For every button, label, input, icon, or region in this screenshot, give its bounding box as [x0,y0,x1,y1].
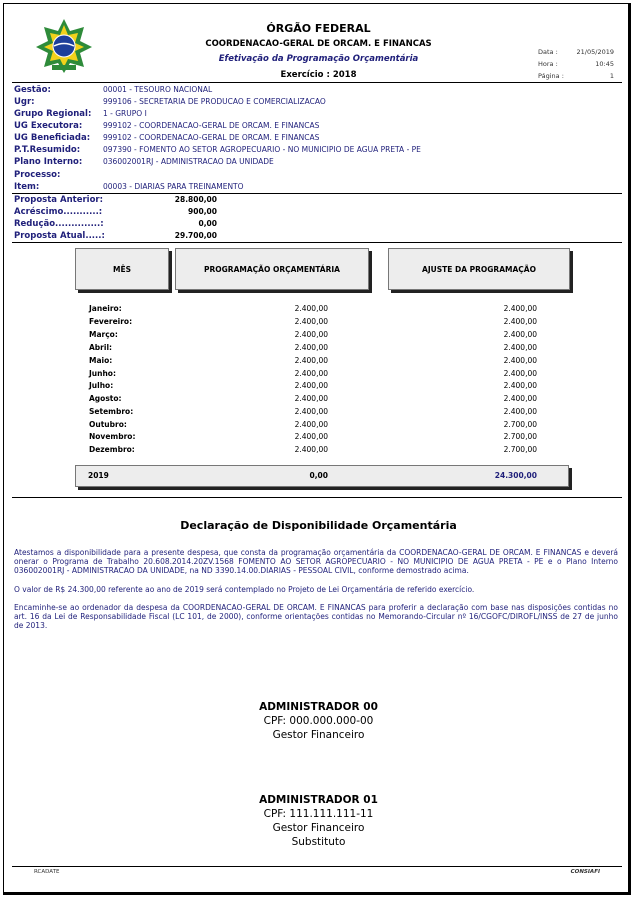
signer-name: ADMINISTRADOR 01 [259,794,378,806]
table-row [0,304,637,316]
info-value: 999102 - COORDENACAO-GERAL DE ORCAM. E FINANCAS [103,133,320,142]
info-label: UG Executora: [14,121,83,131]
info-label: Plano Interno: [14,157,83,167]
table-row [0,343,637,355]
divider [12,193,622,194]
ajuste-value: 2.400,00 [503,304,537,313]
col-header-ajuste [388,248,570,290]
total-prog: 0,00 [309,471,328,480]
declaration-paragraph: Encaminhe-se ao ordenador da despesa da COORDENACAO-GERAL DE ORCAM. E FINANCAS para proferir a declaração com base nas disposições contidas no art. 16 da Lei de Responsabilidade Fiscal (LC 101, de 2000), conforme orientações contidas no Memorando-Circular nº 16/CGOFC/DIROFL/INSS de 27 de junho de 2013. [14,603,618,630]
subtitle: Efetivação da Programação Orçamentária [218,54,419,64]
footer-right: CONSIAFI [570,869,600,875]
prog-value: 2.400,00 [294,343,328,352]
exercicio: Exercício : 2018 [280,70,357,80]
signer-extra: Substituto [291,836,346,848]
table-row [0,432,637,444]
footer-left: RCADATE [34,869,60,875]
signer-cpf: CPF: 000.000.000-00 [263,715,374,727]
total-label: Proposta Anterior: [14,195,103,205]
info-value: 999106 - SECRETARIA DE PRODUCAO E COMERCIALIZACAO [103,97,326,106]
col-header-programacao [175,248,369,290]
signer-cpf: CPF: 111.111.111-11 [263,808,374,820]
month-name: Janeiro: [89,304,122,313]
declaration-paragraph: O valor de R$ 24.300,00 referente ao ano de 2019 será contemplado no Projeto de Lei Orçamentária de referido exercício. [14,585,475,594]
total-ajuste: 24.300,00 [494,471,537,480]
month-name: Fevereiro: [89,317,133,326]
col-header-label: AJUSTE DA PROGRAMAÇÃO [422,264,536,274]
date-value: 21/05/2019 [576,48,614,56]
coord-title: COORDENACAO-GERAL DE ORCAM. E FINANCAS [205,39,432,49]
prog-value: 2.400,00 [294,381,328,390]
table-row [0,445,637,457]
month-name: Maio: [89,356,113,365]
info-label: UG Beneficiada: [14,133,91,143]
col-header-mes [75,248,169,290]
page-value: 1 [609,72,614,80]
ajuste-value: 2.400,00 [503,369,537,378]
ajuste-value: 2.400,00 [503,394,537,403]
total-label: Redução..............: [14,219,104,229]
prog-value: 2.400,00 [294,369,328,378]
total-year: 2019 [88,471,109,480]
total-value: 0,00 [198,219,217,228]
ajuste-value: 2.400,00 [503,356,537,365]
info-label: Processo: [14,170,61,180]
prog-value: 2.400,00 [294,445,328,454]
prog-value: 2.400,00 [294,330,328,339]
info-value: 097390 - FOMENTO AO SETOR AGROPECUARIO - NO MUNICIPIO DE AGUA PRETA - PE [103,145,421,154]
signature-block [0,793,637,849]
table-row [0,356,637,368]
ajuste-value: 2.400,00 [503,407,537,416]
total-label: Proposta Atual.....: [14,231,105,241]
time-value: 10:45 [595,60,614,68]
declaration-paragraph: Atestamos a disponibilidade para a presente despesa, que consta da programação orçamentária da COORDENACAO-GERAL DE ORCAM. E FINANCAS e deverá onerar o Programa de Trabalho 20.608.2014.20ZV.1568 FOMENTO AO SETOR AGROPECUARIO - NO MUNICIPIO DE AGUA PRETA - PE e o Plano Interno 036002001RJ - ADMINISTRACAO DA UNIDADE, na ND 3390.14.00.DIARIAS - PESSOAL CIVIL, conforme demostrado acima. [14,548,618,575]
prog-value: 2.400,00 [294,304,328,313]
ajuste-value: 2.700,00 [503,445,537,454]
prog-value: 2.400,00 [294,394,328,403]
info-label: Gestão: [14,85,51,95]
table-row [0,420,637,432]
total-value: 28.800,00 [174,195,217,204]
month-name: Agosto: [89,394,122,403]
col-header-label: MÊS [113,264,131,274]
page-label: Página : [538,72,564,80]
total-label: Acréscimo...........: [14,207,103,217]
declaration-title: Declaração de Disponibilidade Orçamentária [180,519,457,532]
total-value: 900,00 [188,207,217,216]
table-row [0,330,637,342]
info-label: Item: [14,182,40,192]
signer-role: Gestor Financeiro [272,729,365,741]
table-row [0,381,637,393]
divider [12,242,622,243]
month-name: Setembro: [89,407,134,416]
footer-divider [12,866,622,867]
month-name: Março: [89,330,118,339]
info-value: 00001 - TESOURO NACIONAL [103,85,213,94]
date-label: Data : [538,48,558,56]
table-row [0,407,637,419]
ajuste-value: 2.400,00 [503,317,537,326]
table-total-row [75,465,569,487]
month-name: Julho: [89,381,114,390]
org-title: ÓRGÃO FEDERAL [266,22,371,35]
month-name: Abril: [89,343,113,352]
month-name: Outubro: [89,420,127,429]
prog-value: 2.400,00 [294,356,328,365]
info-label: Grupo Regional: [14,109,92,119]
info-label: Ugr: [14,97,35,107]
info-value: 036002001RJ - ADMINISTRACAO DA UNIDADE [103,157,274,166]
table-row [0,394,637,406]
ajuste-value: 2.400,00 [503,343,537,352]
table-row [0,317,637,329]
prog-value: 2.400,00 [294,432,328,441]
prog-value: 2.400,00 [294,407,328,416]
ajuste-value: 2.400,00 [503,330,537,339]
info-label: P.T.Resumido: [14,145,81,155]
signer-role: Gestor Financeiro [272,822,365,834]
info-value: 00003 - DIARIAS PARA TREINAMENTO [103,182,244,191]
col-header-label: PROGRAMAÇÃO ORÇAMENTÁRIA [204,264,340,274]
month-name: Novembro: [89,432,136,441]
month-name: Dezembro: [89,445,135,454]
prog-value: 2.400,00 [294,420,328,429]
time-label: Hora : [538,60,558,68]
prog-value: 2.400,00 [294,317,328,326]
signature-block [0,700,637,742]
divider [12,497,622,498]
month-name: Junho: [89,369,116,378]
info-value: 999102 - COORDENACAO-GERAL DE ORCAM. E FINANCAS [103,121,320,130]
signer-name: ADMINISTRADOR 00 [259,701,378,713]
ajuste-value: 2.700,00 [503,420,537,429]
total-value: 29.700,00 [174,231,217,240]
table-row [0,369,637,381]
divider [12,82,622,83]
ajuste-value: 2.400,00 [503,381,537,390]
ajuste-value: 2.700,00 [503,432,537,441]
info-value: 1 - GRUPO I [103,109,147,118]
